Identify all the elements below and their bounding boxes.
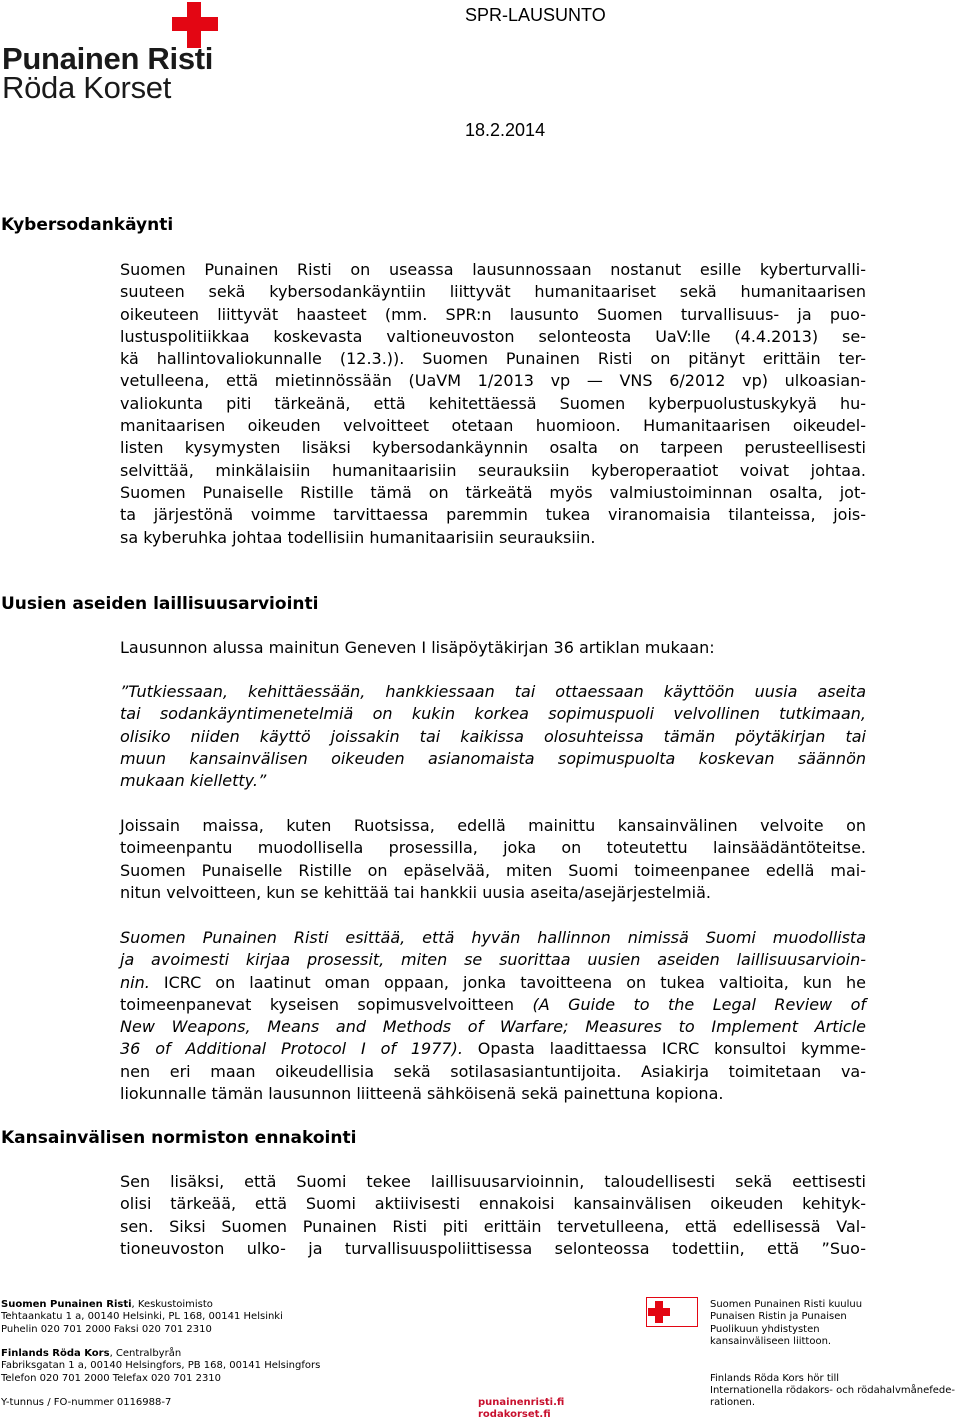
text-line: Suomen Punainen Risti esittää, että hyvän hallinnon nimissä Suomi muodollista: [120, 928, 866, 947]
text-line: kä hallintovaliokunnalle (12.3.)). Suomen Punainen Risti on pitänyt erittäin ter-: [120, 349, 866, 369]
logo-name-fi: Punainen Risti: [2, 41, 214, 76]
text-line: Suomen Punaiselle Ristille tämä on tärkeätä myös valmiustoiminnan osalta, jot-: [120, 482, 866, 502]
text-line: tioneuvoston ulko- ja turvallisuuspoliittisessa selonteossa todettiin, että ”Suo-: [120, 1238, 866, 1258]
section-heading-uusien-aseiden: Uusien aseiden laillisuusarviointi: [1, 594, 319, 614]
footer-office-fi: , Keskustoimisto: [131, 1299, 213, 1310]
text-line: listen kysymysten lisäksi kybersodankäynnin osalta on tarpeen perusteellisesti: [120, 438, 866, 458]
section-heading-kybersodankaynti: Kybersodankäynti: [1, 215, 174, 235]
footer-line: Puolikuun yhdistysten: [710, 1323, 820, 1335]
text-line: [120, 972, 866, 994]
footer-line: Finlands Röda Kors hör till: [710, 1372, 840, 1384]
footer-line: Punaisen Ristin ja Punaisen: [710, 1311, 847, 1323]
text-line: Joissain maissa, kuten Ruotsissa, edellä mainittu kansainvälinen velvoite on: [120, 816, 866, 835]
paragraph-icrc: [120, 927, 866, 1105]
footer-line: kansainväliseen liittoon.: [710, 1335, 832, 1347]
red-cross-red-crescent-emblem-icon: [646, 1297, 698, 1327]
text-line: [120, 1038, 866, 1060]
text-line: sa kyberuhka johtaa todellisiin humanitaarisiin seurauksiin.: [120, 527, 596, 547]
text-line: oikeuteen liittyvät haasteet (mm. SPR:n lausunto Suomen turvallisuus- ja puo-: [120, 304, 866, 324]
logo-name-sv: Röda Korset: [2, 70, 172, 105]
text-span: ICRC on laatinut oman oppaan, jonka tavoitteena on tukea valtioita, kun he: [149, 972, 866, 992]
text-line: [120, 994, 866, 1016]
text-line: nen eri maan oikeudellisia sekä sotilasasiantuntijoita. Asiakirja toimitetaan va-: [120, 1061, 866, 1081]
paragraph-intro: [120, 637, 866, 659]
footer-address-sv: Fabriksgatan 1 a, 00140 Helsingfors, PB 168, 00141 Helsingfors: [1, 1360, 321, 1372]
text-line: toimeenpantu muodollisella prosessilla, joka on toteutettu lainsäädäntöteitse.: [120, 838, 866, 858]
text-line: mukaan kielletty.”: [120, 771, 267, 791]
footer-org-sv: Finlands Röda Kors: [1, 1348, 110, 1360]
link-punainenristi[interactable]: punainenristi.fi: [478, 1397, 565, 1408]
paragraph-quote: [120, 681, 866, 792]
text-line: Suomen Punaiselle Ristille on epäselvää, miten Suomi toimeenpanee edellä mai-: [120, 860, 866, 880]
footer-membership: [710, 1299, 955, 1410]
footer-line: [1, 1299, 320, 1311]
link-rodakorset[interactable]: rodakorset.fi: [478, 1409, 551, 1421]
text-line: manitaarisen oikeuden velvoitteet otetaan huomioon. Humanitaarisen oikeudel-: [120, 416, 866, 436]
footer-address-fi: Tehtaankatu 1 a, 00140 Helsinki, PL 168, 00141 Helsinki: [1, 1311, 283, 1323]
text-line: valiokunta piti tärkeänä, että kehitettäessä Suomen kyberpuolustuskykyä hu-: [120, 393, 866, 413]
text-line: tai sodankäyntimenetelmiä on kukin korkea sopimuspuoli velvollinen tutkimaan,: [120, 704, 866, 724]
footer-business-id: Y-tunnus / FO-nummer 0116988-7: [1, 1397, 172, 1409]
text-line: sen. Siksi Suomen Punainen Risti piti erittäin tervetulleena, että edellisessä Val-: [120, 1216, 866, 1236]
paragraph-cyber: [120, 259, 866, 549]
paragraph-sweden: [120, 815, 866, 904]
section-heading-kansainvalisen: Kansainvälisen normiston ennakointi: [1, 1128, 357, 1148]
text-line: nitun velvoitteen, kun se kehittää tai hankkii uusia aseita/asejärjestelmiä.: [120, 882, 711, 902]
text-line: liokunnalle tämän lausunnon liitteenä sähköisenä sekä painettuna kopiona.: [120, 1084, 724, 1104]
text-line: muun kansainvälisen oikeuden asianomaista sopimuspuolta koskevan säännön: [120, 748, 866, 768]
text-line: New Weapons, Means and Methods of Warfare; Measures to Implement Article: [120, 1017, 866, 1037]
text-line: ta järjestönä voimme tarvittaessa paremmin tukea viranomaisia tilanteissa, jois-: [120, 505, 866, 525]
text-span: nin.: [120, 972, 150, 992]
text-span: 36 of Additional Protocol I of 1977).: [120, 1039, 463, 1059]
text-line: Lausunnon alussa mainitun Geneven I lisäpöytäkirjan 36 artiklan mukaan:: [120, 638, 715, 657]
footer-phone-sv: Telefon 020 701 2000 Telefax 020 701 2310: [1, 1372, 222, 1384]
footer-web-links: [478, 1397, 564, 1422]
text-line: selvittää, minkälaisiin humanitaarisiin seurauksiin kyberoperaatiot voivat johtaa.: [120, 460, 866, 480]
text-line: ”Tutkiessaan, kehittäessään, hankkiessaan tai ottaessaan käyttöön uusia aseita: [120, 682, 866, 701]
doc-date: 18.2.2014: [465, 120, 546, 140]
paragraph-ennakointi: [120, 1171, 866, 1260]
footer-line: [1, 1348, 320, 1360]
doc-type: SPR-LAUSUNTO: [465, 5, 606, 25]
footer-line: rationen.: [710, 1397, 756, 1409]
text-line: ja avoimesti kirjaa prosessit, miten se suorittaa uusien aseiden laillisuusarvioin-: [120, 950, 866, 970]
text-line: olisiko niiden käyttö joissakin tai kaikissa olosuhteissa tämän pöytäkirjan tai: [120, 726, 866, 746]
footer-org-fi: Suomen Punainen Risti: [1, 1299, 132, 1310]
text-line: olisi tärkeää, että Suomi aktiivisesti ennakoisi kansainvälisen oikeuden kehityk-: [120, 1194, 866, 1214]
text-line: vetulleena, että mietinnössään (UaVM 1/2013 vp — VNS 6/2012 vp) ulkoasian-: [120, 371, 866, 391]
footer-contacts: [1, 1299, 320, 1410]
text-line: lustuspolitiikkaa koskevasta valtioneuvoston selonteosta UaV:lle (4.4.2013) se-: [120, 326, 866, 346]
text-span: (A Guide to the Legal Review of: [532, 994, 866, 1014]
text-line: Suomen Punainen Risti on useassa lausunnossaan nostanut esille kyberturvalli-: [120, 260, 866, 279]
text-span: toimeenpanevat kyseisen sopimusvelvoitteen: [120, 994, 533, 1014]
text-span: Opasta laadittaessa ICRC konsultoi kymme-: [462, 1039, 866, 1059]
footer-office-sv: , Centralbyrån: [109, 1348, 182, 1360]
footer-line: Suomen Punainen Risti kuuluu: [710, 1299, 863, 1310]
text-line: suuteen sekä kybersodankäyntiin liittyvät humanitaariset sekä humanitaarisen: [120, 282, 866, 302]
footer-phone-fi: Puhelin 020 701 2000 Faksi 020 701 2310: [1, 1323, 212, 1335]
footer-line: Internationella rödakors- och rödahalvmånefede-: [710, 1385, 955, 1397]
text-line: Sen lisäksi, että Suomi tekee laillisuusarvioinnin, taloudellisesti sekä eettisesti: [120, 1172, 866, 1191]
